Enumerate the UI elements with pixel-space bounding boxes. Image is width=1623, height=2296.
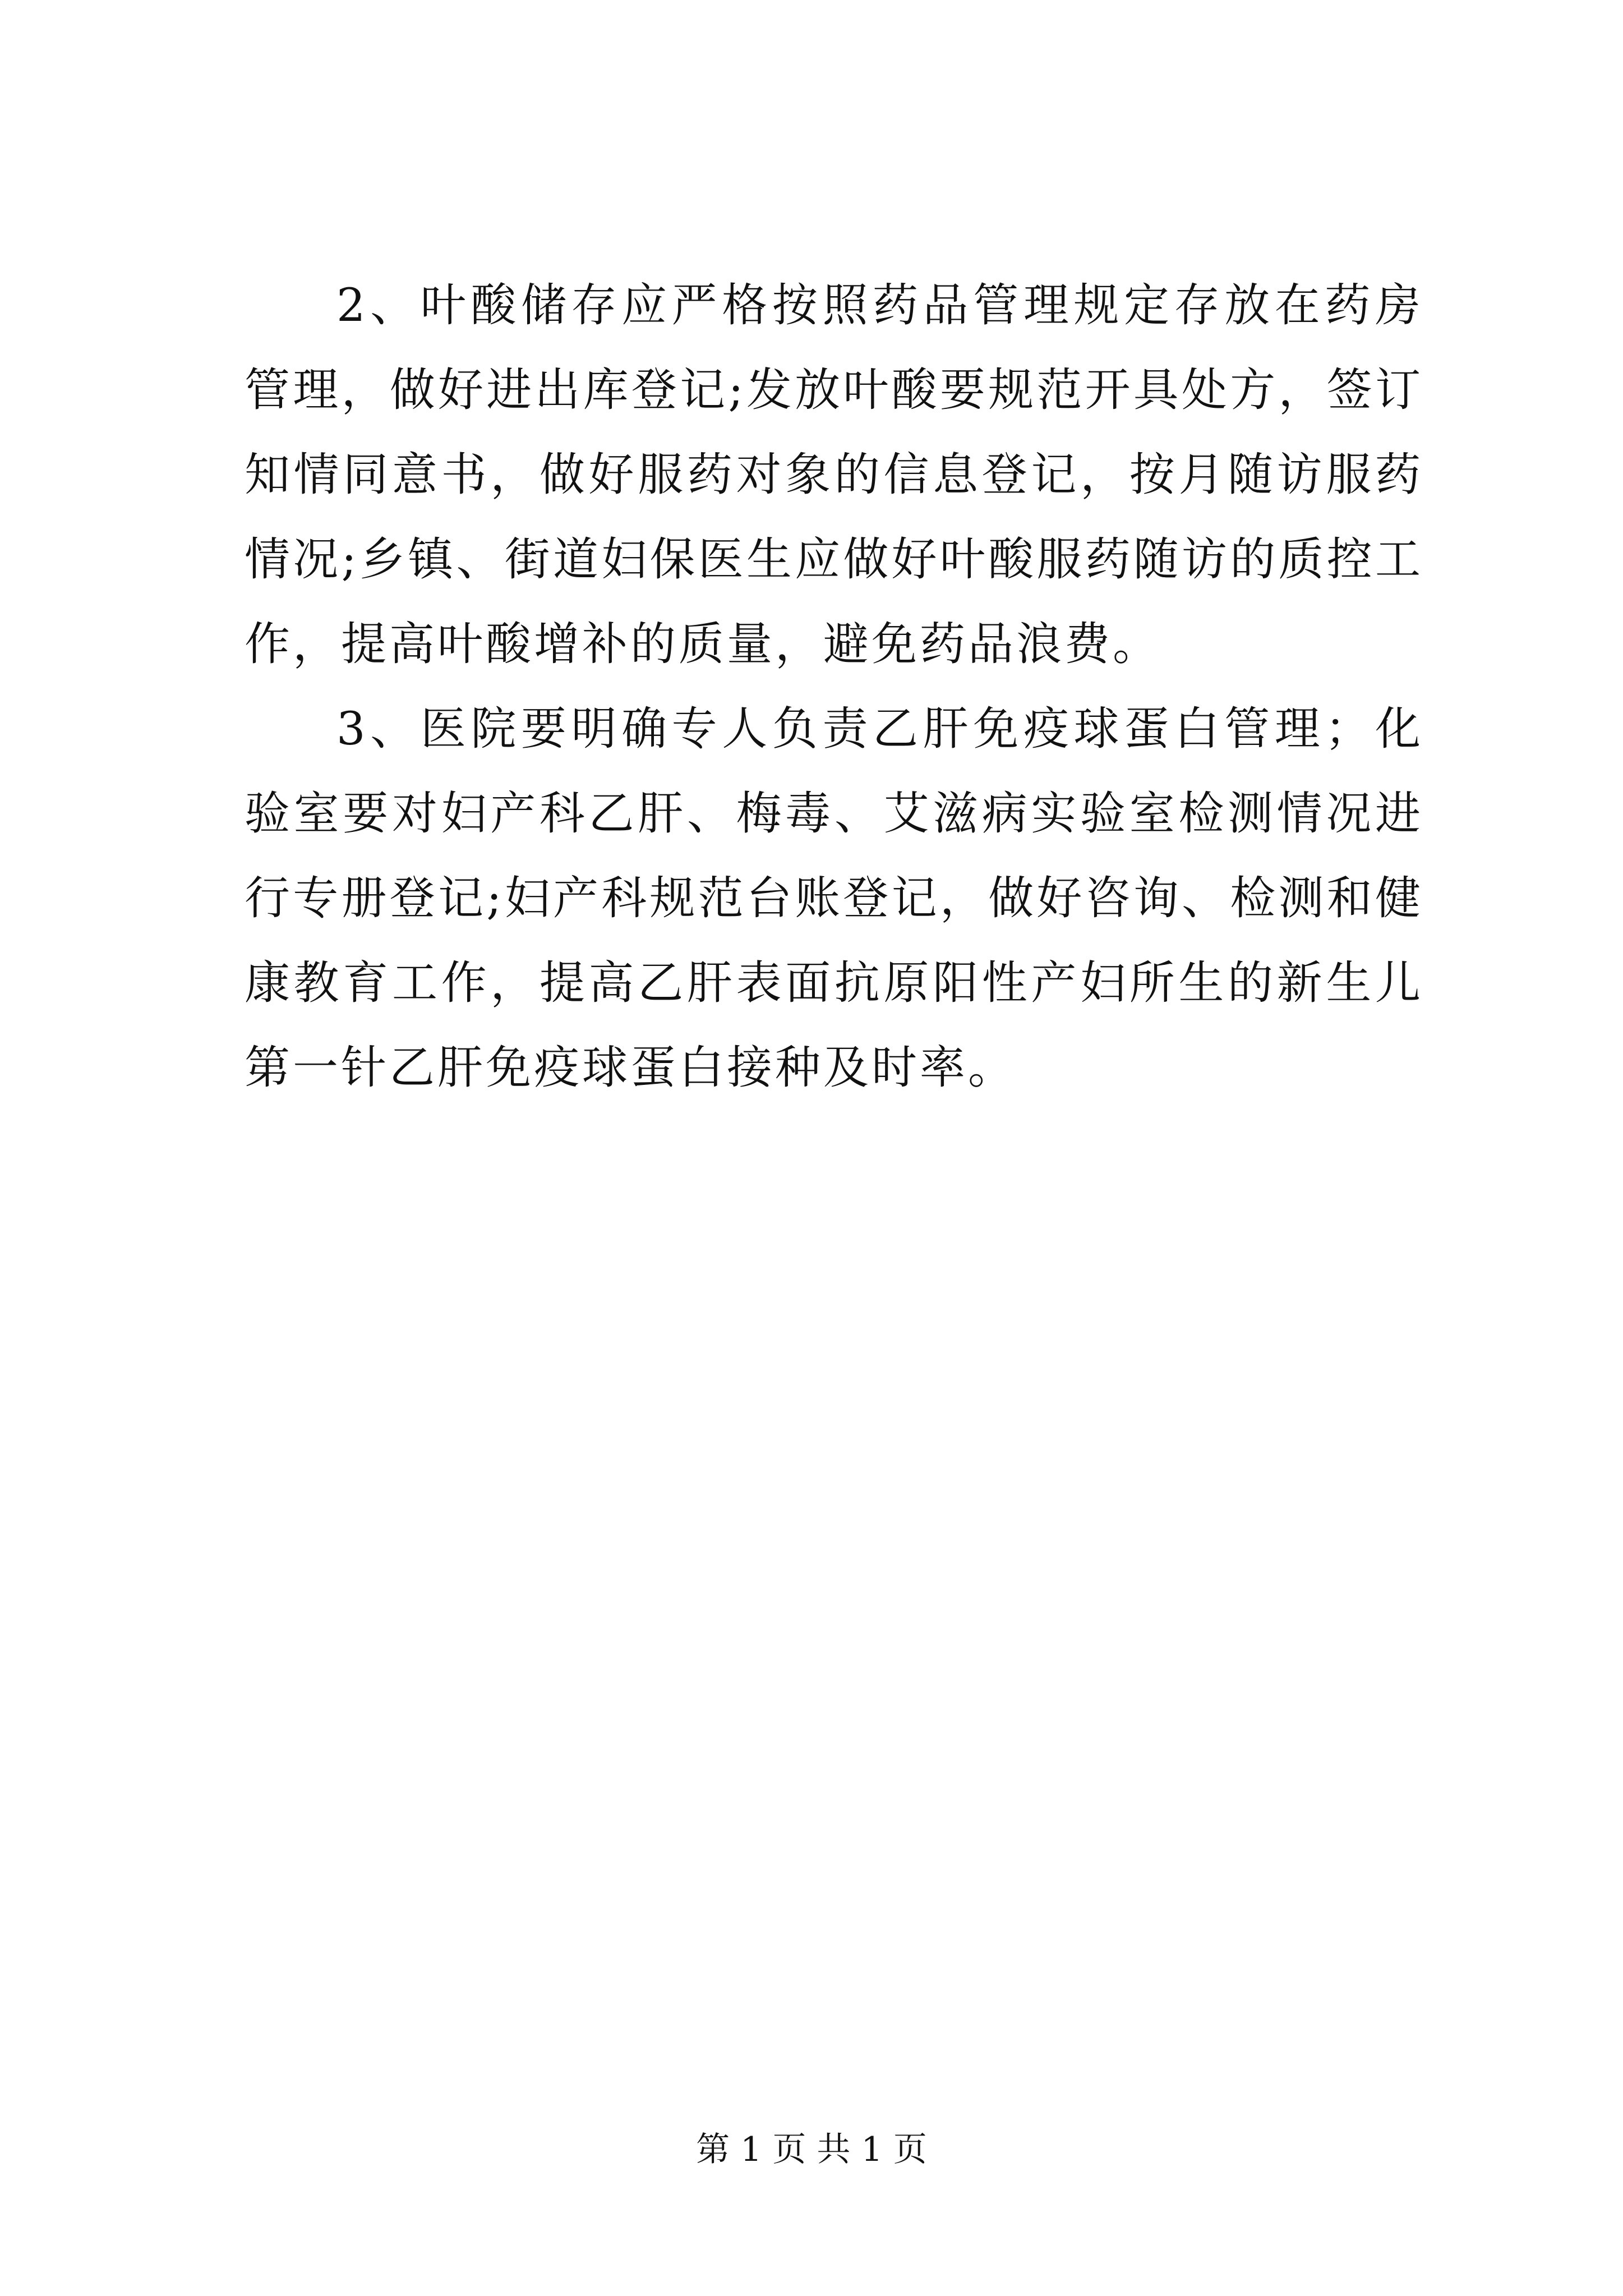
paragraph-folic-acid: 2、叶酸储存应严格按照药品管理规定存放在药房管理，做好进出库登记;发放叶酸要规范开具处方，签订知情同意书，做好服药对象的信息登记，按月随访服药情况;乡镇、街道妇保医生应做好叶酸服药随访的质控工作，提高叶酸增补的质量，避免药品浪费。 [245, 279, 1423, 671]
page-footer: 第 1 页 共 1 页 [696, 2130, 927, 2169]
paragraph-hepatitis-b: 3、医院要明确专人负责乙肝免疫球蛋白管理；化验室要对妇产科乙肝、梅毒、艾滋病实验室检测情况进行专册登记;妇产科规范台账登记，做好咨询、检测和健康教育工作，提高乙肝表面抗原阳性产妇所生的新生儿第一针乙肝免疫球蛋白接种及时率。 [245, 703, 1423, 1094]
document-body [245, 264, 1423, 1111]
